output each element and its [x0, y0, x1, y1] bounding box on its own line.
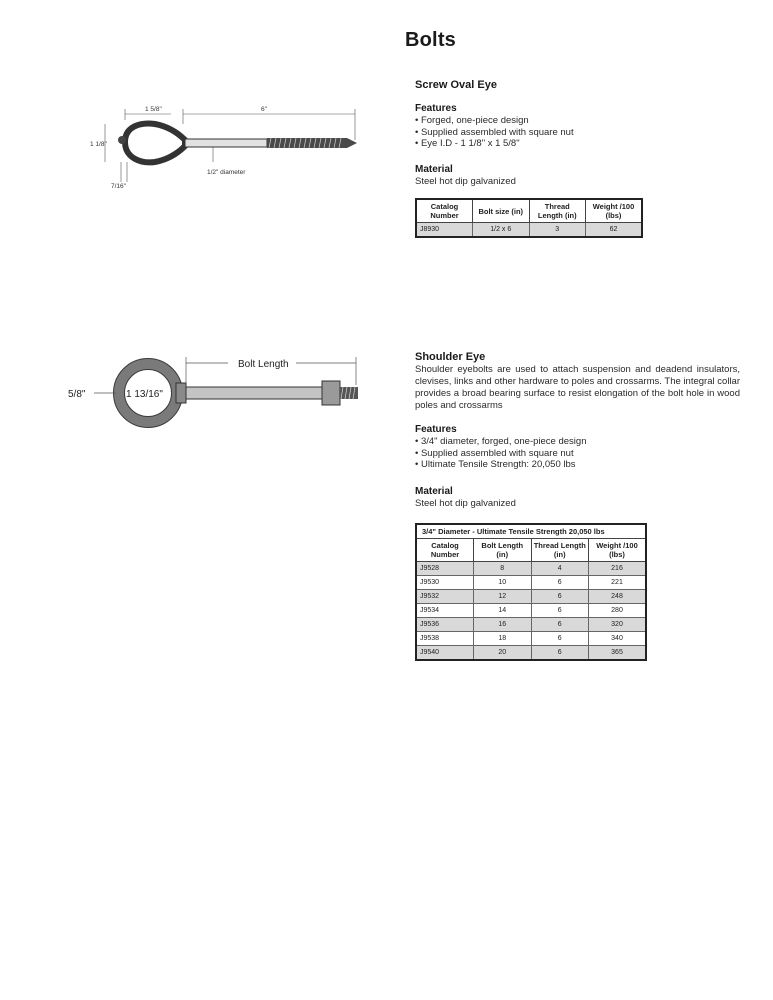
feature-item: • Ultimate Tensile Strength: 20,050 lbs: [415, 459, 715, 471]
table-row: [416, 562, 646, 576]
eye-thickness-label: 5/8": [68, 389, 86, 400]
table-row: [416, 646, 646, 661]
table-row: [416, 223, 642, 238]
table-cell: 221: [589, 576, 647, 590]
screw-oval-eye-diagram: [85, 100, 365, 195]
table-cell: 14: [474, 604, 532, 618]
shoulder-eye-table: [415, 523, 647, 661]
column-header: Thread Length (in): [531, 539, 589, 562]
table-cell: 6: [531, 646, 589, 661]
table-cell: 10: [474, 576, 532, 590]
table-row: [416, 590, 646, 604]
table-cell: J9528: [416, 562, 474, 576]
table-cell: 3: [529, 223, 586, 238]
screw-oval-eye-title: Screw Oval Eye: [415, 79, 497, 91]
table-cell: J9530: [416, 576, 474, 590]
table-cell: 6: [531, 618, 589, 632]
wall-label: 7/16": [111, 183, 126, 190]
table-row: [416, 632, 646, 646]
table-cell: 6: [531, 590, 589, 604]
eye-id-label: 1 13/16": [126, 389, 163, 400]
column-header: Bolt Length (in): [474, 539, 532, 562]
table-cell: 4: [531, 562, 589, 576]
table-cell: 248: [589, 590, 647, 604]
table-cell: 18: [474, 632, 532, 646]
table-cell: 216: [589, 562, 647, 576]
screw-oval-eye-material: Steel hot dip galvanized: [415, 176, 516, 187]
table-cell: 62: [586, 223, 643, 238]
column-header: Catalog Number: [416, 199, 473, 223]
eye-width-label: 1 1/8": [90, 141, 107, 148]
table-cell: 20: [474, 646, 532, 661]
screw-oval-eye-table: [415, 198, 643, 238]
shank-length-label: 6": [261, 106, 267, 113]
table-cell: 340: [589, 632, 647, 646]
column-header: Bolt size (in): [473, 199, 530, 223]
feature-item: • Eye I.D - 1 1/8" x 1 5/8": [415, 138, 675, 150]
table-cell: 12: [474, 590, 532, 604]
table-cell: J9536: [416, 618, 474, 632]
table-cell: J9532: [416, 590, 474, 604]
table-cell: 6: [531, 604, 589, 618]
feature-item: • Forged, one-piece design: [415, 115, 675, 127]
screw-oval-eye-features-list: [415, 115, 675, 150]
eye-length-label: 1 5/8": [145, 106, 162, 113]
shoulder-eye-features-heading: Features: [415, 424, 457, 435]
column-header: Weight /100 (lbs): [586, 199, 643, 223]
table-row: [416, 618, 646, 632]
table-caption: 3/4" Diameter - Ultimate Tensile Strength 20,050 lbs: [416, 524, 646, 539]
table-row: [416, 604, 646, 618]
shoulder-eye-diagram: [60, 345, 370, 445]
page-title: Bolts: [405, 29, 456, 51]
table-cell: J9540: [416, 646, 474, 661]
shoulder-eye-material-heading: Material: [415, 486, 453, 497]
feature-item: • Supplied assembled with square nut: [415, 127, 675, 139]
column-header: Catalog Number: [416, 539, 474, 562]
feature-item: • Supplied assembled with square nut: [415, 448, 715, 460]
table-cell: 8: [474, 562, 532, 576]
screw-oval-eye-features-heading: Features: [415, 103, 457, 114]
shoulder-eye-title: Shoulder Eye: [415, 351, 486, 363]
table-cell: J8930: [416, 223, 473, 238]
column-header: Thread Length (in): [529, 199, 586, 223]
table-cell: J9538: [416, 632, 474, 646]
shoulder-eye-features-list: [415, 436, 715, 471]
table-cell: J9534: [416, 604, 474, 618]
column-header: Weight /100 (lbs): [589, 539, 647, 562]
table-cell: 320: [589, 618, 647, 632]
table-cell: 16: [474, 618, 532, 632]
diameter-label: 1/2" diameter: [207, 169, 246, 176]
table-cell: 6: [531, 576, 589, 590]
table-cell: 1/2 x 6: [473, 223, 530, 238]
table-cell: 6: [531, 632, 589, 646]
bolt-length-label: Bolt Length: [238, 359, 289, 370]
shoulder-eye-description: Shoulder eyebolts are used to attach suspension and deadend insulators, clevises, links and other hardware to poles and crossarms. The integral collar provides a broad bearing surface to resist elongation of the bolt hole in wood poles and crossarms: [415, 364, 740, 411]
feature-item: • 3/4" diameter, forged, one-piece design: [415, 436, 715, 448]
screw-oval-eye-material-heading: Material: [415, 164, 453, 175]
table-row: [416, 576, 646, 590]
table-cell: 280: [589, 604, 647, 618]
table-cell: 365: [589, 646, 647, 661]
shoulder-eye-material: Steel hot dip galvanized: [415, 498, 516, 509]
